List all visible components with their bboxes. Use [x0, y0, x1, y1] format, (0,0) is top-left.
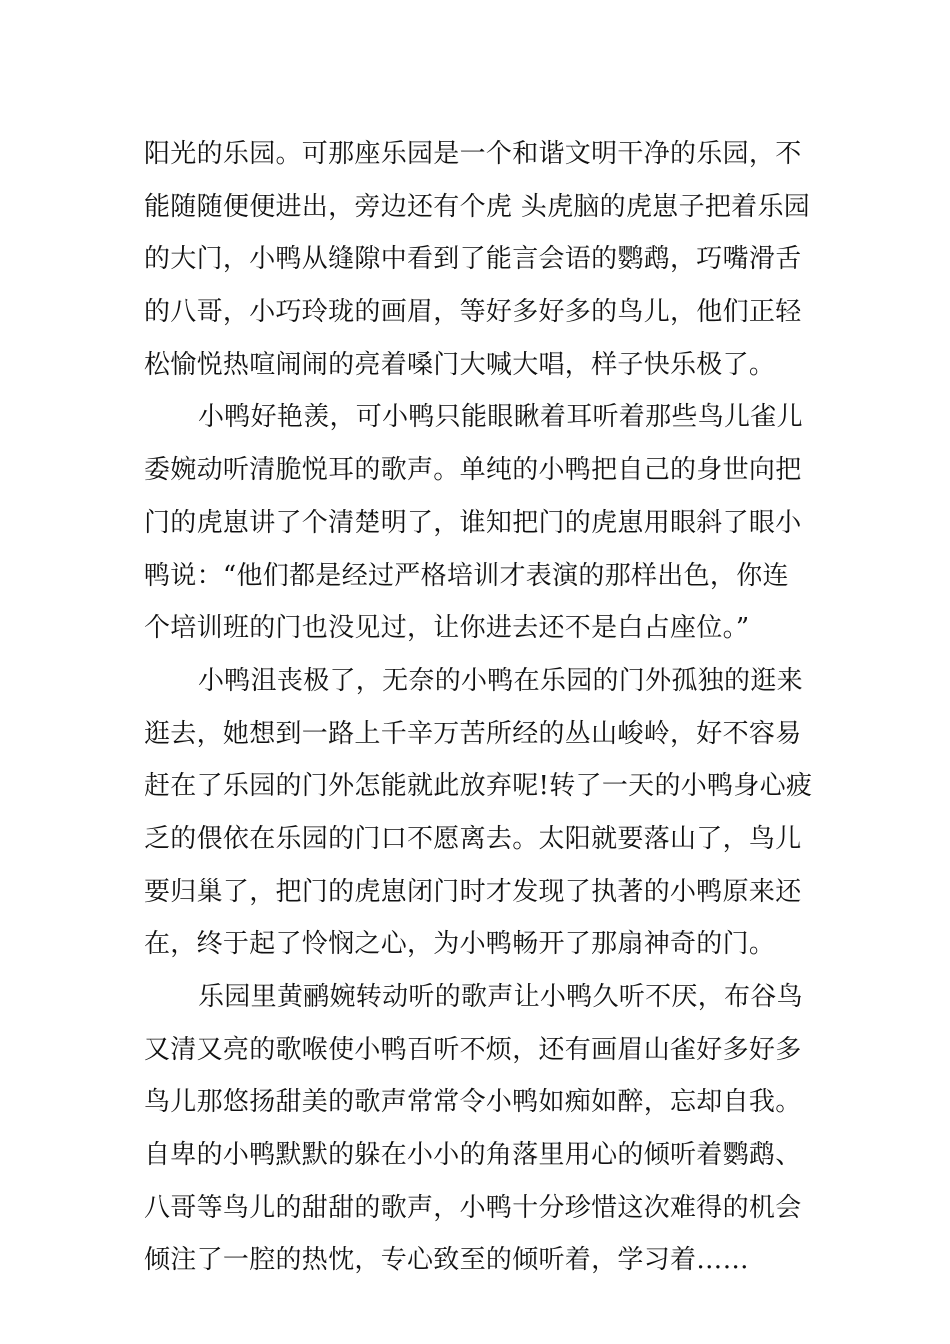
- text-line: 八哥等鸟儿的甜甜的歌声，小鸭十分珍惜这次难得的机会: [144, 1192, 802, 1223]
- text-line: 又清又亮的歌喉使小鸭百听不烦，还有画眉山雀好多好多: [144, 1034, 802, 1065]
- text-line: 个培训班的门也没见过，让你进去还不是白占座位。”: [144, 613, 750, 644]
- text-line: 门的虎崽讲了个清楚明了，谁知把门的虎崽用眼斜了眼小: [144, 507, 802, 538]
- text-line: 赶在了乐园的门外怎能就此放弃呢!转了一天的小鸭身心疲: [144, 771, 813, 802]
- paragraph-first-line: 小鸭沮丧极了，无奈的小鸭在乐园的门外孤独的逛来: [198, 665, 803, 696]
- text-line: 能随随便便进出，旁边还有个虎 头虎脑的虎崽子把着乐园: [144, 191, 811, 222]
- text-line: 委婉动听清脆悦耳的歌声。单纯的小鸭把自己的身世向把: [144, 455, 802, 486]
- text-line: 在，终于起了怜悯之心，为小鸭畅开了那扇神奇的门。: [144, 929, 776, 960]
- text-line: 倾注了一腔的热忱，专心致至的倾听着，学习着……: [144, 1245, 749, 1276]
- body-text: [144, 128, 814, 1287]
- text-line: 鸭说：“他们都是经过严格培训才表演的那样出色，你连: [144, 560, 789, 591]
- text-line: 的八哥，小巧玲珑的画眉，等好多好多的鸟儿，他们正轻: [144, 297, 802, 328]
- text-line: 要归巢了，把门的虎崽闭门时才发现了执著的小鸭原来还: [144, 876, 802, 907]
- paragraph-first-line: 乐园里黄鹂婉转动听的歌声让小鸭久听不厌，布谷鸟: [198, 982, 803, 1012]
- text-line: 阳光的乐园。可那座乐园是一个和谐文明干净的乐园，不: [144, 139, 802, 169]
- text-line: 乏的偎依在乐园的门口不愿离去。太阳就要落山了，鸟儿: [144, 823, 802, 854]
- text-line: 松愉悦热喧闹闹的亮着嗓门大喊大唱，样子快乐极了。: [144, 349, 776, 380]
- text-line: 自卑的小鸭默默的躲在小小的角落里用心的倾听着鹦鹉、: [144, 1140, 802, 1171]
- text-line: 鸟儿那悠扬甜美的歌声常常令小鸭如痴如醉，忘却自我。: [144, 1087, 802, 1118]
- text-line: 逛去，她想到一路上千辛万苦所经的丛山峻岭，好不容易: [144, 718, 802, 749]
- text-line: 的大门，小鸭从缝隙中看到了能言会语的鹦鹉，巧嘴滑舌: [144, 244, 802, 275]
- paragraph-first-line: 小鸭好艳羡，可小鸭只能眼瞅着耳听着那些鸟儿雀儿: [198, 402, 803, 433]
